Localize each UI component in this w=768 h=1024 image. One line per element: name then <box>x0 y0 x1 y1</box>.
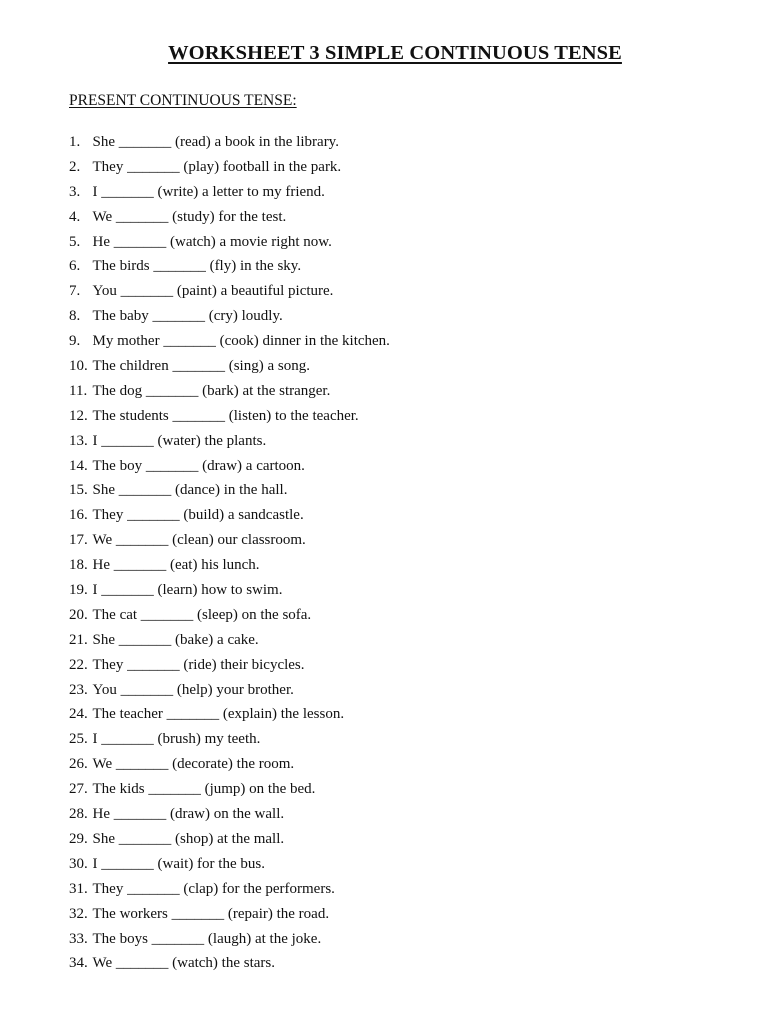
exercise-sentence: They _______ (play) football in the park. <box>92 158 342 175</box>
exercise-item <box>69 752 390 777</box>
exercise-item <box>69 927 390 952</box>
exercise-sentence: She _______ (bake) a cake. <box>92 631 259 648</box>
exercise-sentence: I _______ (wait) for the bus. <box>92 855 265 872</box>
exercise-item <box>69 478 390 503</box>
exercise-sentence: You _______ (help) your brother. <box>92 681 294 698</box>
exercise-number: 15. <box>69 482 88 499</box>
exercise-number: 30. <box>69 855 88 872</box>
exercise-number: 32. <box>69 905 88 922</box>
exercise-number: 34. <box>69 955 88 972</box>
exercise-item <box>69 503 390 528</box>
exercise-sentence: The boys _______ (laugh) at the joke. <box>92 930 322 947</box>
exercise-item <box>69 304 390 329</box>
exercise-number: 1. <box>69 134 81 150</box>
exercise-number: 18. <box>69 557 88 574</box>
exercise-item <box>69 254 390 279</box>
exercise-item <box>69 877 390 902</box>
exercise-item <box>69 205 390 230</box>
exercise-number: 9. <box>69 333 81 350</box>
exercise-sentence: He _______ (watch) a movie right now. <box>92 233 332 250</box>
exercise-sentence: I _______ (brush) my teeth. <box>92 731 261 748</box>
exercise-number: 4. <box>69 208 81 225</box>
exercise-sentence: He _______ (draw) on the wall. <box>92 806 285 823</box>
exercise-item <box>69 379 390 404</box>
exercise-sentence: The cat _______ (sleep) on the sofa. <box>92 606 312 623</box>
exercise-item <box>69 279 390 304</box>
exercise-item <box>69 155 390 180</box>
exercise-sentence: The students _______ (listen) to the teacher. <box>92 407 359 424</box>
exercise-number: 17. <box>69 532 88 549</box>
exercise-number: 16. <box>69 507 88 524</box>
exercise-sentence: They _______ (clap) for the performers. <box>92 880 335 897</box>
exercise-sentence: I _______ (learn) how to swim. <box>92 582 283 599</box>
exercise-item <box>69 354 390 379</box>
exercise-item <box>69 827 390 852</box>
exercise-sentence: The teacher _______ (explain) the lesson. <box>92 706 345 723</box>
exercise-sentence: We _______ (study) for the test. <box>92 208 287 225</box>
exercise-item <box>69 404 390 429</box>
exercise-sentence: We _______ (watch) the stars. <box>92 955 275 972</box>
exercise-number: 10. <box>69 358 88 375</box>
exercise-number: 22. <box>69 656 88 673</box>
exercise-sentence: The kids _______ (jump) on the bed. <box>92 781 316 798</box>
exercise-sentence: The baby _______ (cry) loudly. <box>92 308 283 325</box>
exercise-sentence: She _______ (read) a book in the library. <box>92 134 339 150</box>
exercise-number: 14. <box>69 457 88 474</box>
exercise-item <box>69 553 390 578</box>
exercise-number: 6. <box>69 258 81 275</box>
exercise-sentence: We _______ (clean) our classroom. <box>92 532 306 549</box>
exercise-item <box>69 777 390 802</box>
exercise-item <box>69 329 390 354</box>
exercise-item <box>69 603 390 628</box>
exercise-sentence: The boy _______ (draw) a cartoon. <box>92 457 305 474</box>
exercise-number: 26. <box>69 756 88 773</box>
exercise-item <box>69 578 390 603</box>
exercise-sentence: The children _______ (sing) a song. <box>92 358 310 375</box>
exercise-sentence: You _______ (paint) a beautiful picture. <box>92 283 334 300</box>
exercise-item <box>69 429 390 454</box>
exercise-item <box>69 802 390 827</box>
exercise-item <box>69 628 390 653</box>
exercise-number: 3. <box>69 183 81 200</box>
exercise-item <box>69 702 390 727</box>
exercise-list <box>69 130 390 976</box>
exercise-item <box>69 653 390 678</box>
exercise-sentence: The dog _______ (bark) at the stranger. <box>92 382 331 399</box>
exercise-item <box>69 528 390 553</box>
exercise-number: 12. <box>69 407 88 424</box>
exercise-sentence: The workers _______ (repair) the road. <box>92 905 330 922</box>
exercise-number: 5. <box>69 233 81 250</box>
exercise-item <box>69 951 390 976</box>
exercise-number: 29. <box>69 830 88 847</box>
exercise-number: 25. <box>69 731 88 748</box>
exercise-sentence: I _______ (water) the plants. <box>92 432 267 449</box>
exercise-number: 31. <box>69 880 88 897</box>
exercise-sentence: I _______ (write) a letter to my friend. <box>92 183 325 200</box>
exercise-sentence: We _______ (decorate) the room. <box>92 756 295 773</box>
exercise-number: 13. <box>69 432 88 449</box>
exercise-sentence: My mother _______ (cook) dinner in the kitchen. <box>92 333 390 350</box>
exercise-sentence: She _______ (dance) in the hall. <box>92 482 288 499</box>
exercise-number: 11. <box>69 382 88 399</box>
exercise-item <box>69 230 390 255</box>
exercise-sentence: They _______ (ride) their bicycles. <box>92 656 305 673</box>
exercise-number: 20. <box>69 606 88 623</box>
exercise-number: 33. <box>69 930 88 947</box>
exercise-sentence: She _______ (shop) at the mall. <box>92 830 285 847</box>
exercise-number: 28. <box>69 806 88 823</box>
exercise-number: 19. <box>69 582 88 599</box>
exercise-sentence: They _______ (build) a sandcastle. <box>92 507 304 524</box>
exercise-number: 24. <box>69 706 88 723</box>
exercise-item <box>69 180 390 205</box>
section-heading: PRESENT CONTINUOUS TENSE: <box>69 92 297 109</box>
exercise-item <box>69 902 390 927</box>
exercise-item <box>69 130 390 155</box>
exercise-number: 7. <box>69 283 81 300</box>
exercise-number: 27. <box>69 781 88 798</box>
exercise-item <box>69 454 390 479</box>
exercise-item <box>69 727 390 752</box>
exercise-number: 21. <box>69 631 88 648</box>
exercise-number: 2. <box>69 158 81 175</box>
exercise-sentence: The birds _______ (fly) in the sky. <box>92 258 302 275</box>
exercise-number: 23. <box>69 681 88 698</box>
exercise-number: 8. <box>69 308 81 325</box>
exercise-item <box>69 852 390 877</box>
worksheet-title: WORKSHEET 3 SIMPLE CONTINUOUS TENSE <box>168 42 622 64</box>
exercise-sentence: He _______ (eat) his lunch. <box>92 557 260 574</box>
exercise-item <box>69 678 390 703</box>
